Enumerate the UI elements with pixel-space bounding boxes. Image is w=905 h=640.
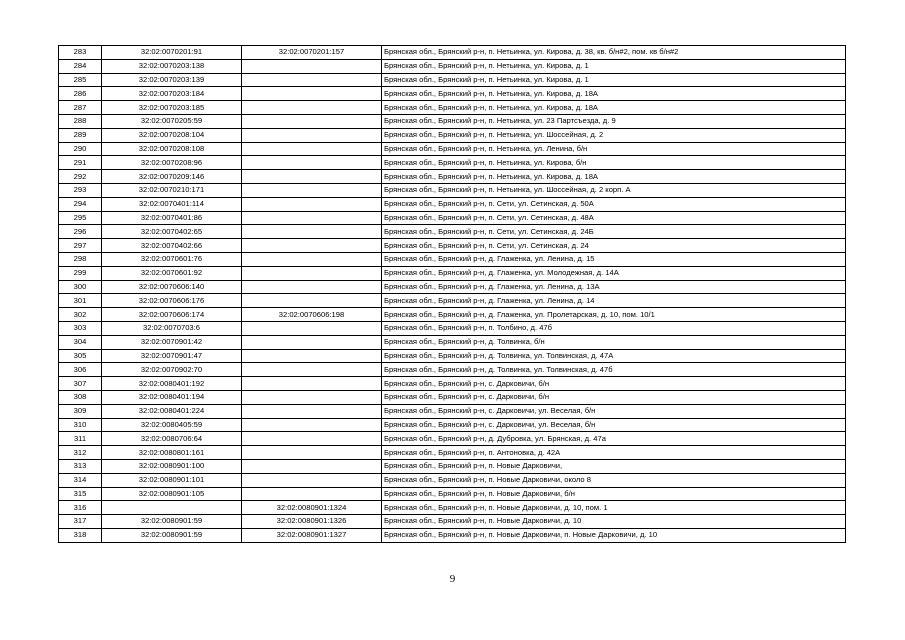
table-row <box>59 101 846 115</box>
address-cell: Брянская обл., Брянский р-н, с. Дарковичи, ул. Веселая, б/н <box>382 404 846 418</box>
row-number-cell: 289 <box>59 128 102 142</box>
cadastral-number-cell: 32:02:0080405:59 <box>102 418 242 432</box>
cadastral-number-cell: 32:02:0080401:192 <box>102 377 242 391</box>
related-cadastral-number-cell <box>242 446 382 460</box>
row-number-cell: 285 <box>59 73 102 87</box>
row-number-cell: 294 <box>59 197 102 211</box>
table-row <box>59 473 846 487</box>
related-cadastral-number-cell <box>242 59 382 73</box>
cadastral-number-cell: 32:02:0070203:185 <box>102 101 242 115</box>
row-number-cell: 306 <box>59 363 102 377</box>
row-number-cell: 307 <box>59 377 102 391</box>
related-cadastral-number-cell <box>242 432 382 446</box>
related-cadastral-number-cell <box>242 252 382 266</box>
address-cell: Брянская обл., Брянский р-н, д. Толвинка, ул. Толвинская, д. 47б <box>382 363 846 377</box>
row-number-cell: 287 <box>59 101 102 115</box>
address-cell: Брянская обл., Брянский р-н, д. Толвинка, ул. Толвинская, д. 47А <box>382 349 846 363</box>
cadastral-number-cell: 32:02:0070703:6 <box>102 321 242 335</box>
address-cell: Брянская обл., Брянский р-н, с. Дарковичи, б/н <box>382 377 846 391</box>
related-cadastral-number-cell <box>242 114 382 128</box>
related-cadastral-number-cell <box>242 170 382 184</box>
related-cadastral-number-cell <box>242 321 382 335</box>
address-cell: Брянская обл., Брянский р-н, п. Нетьинка, ул. 23 Партсъезда, д. 9 <box>382 114 846 128</box>
address-cell: Брянская обл., Брянский р-н, д. Глаженка, ул. Ленина, д. 15 <box>382 252 846 266</box>
row-number-cell: 301 <box>59 294 102 308</box>
related-cadastral-number-cell: 32:02:0080901:1326 <box>242 515 382 529</box>
table-row <box>59 432 846 446</box>
related-cadastral-number-cell <box>242 239 382 253</box>
cadastral-number-cell: 32:02:0070402:65 <box>102 225 242 239</box>
related-cadastral-number-cell <box>242 335 382 349</box>
related-cadastral-number-cell <box>242 87 382 101</box>
related-cadastral-number-cell <box>242 197 382 211</box>
row-number-cell: 316 <box>59 501 102 515</box>
table-row <box>59 501 846 515</box>
cadastral-number-cell: 32:02:0070203:138 <box>102 59 242 73</box>
address-cell: Брянская обл., Брянский р-н, п. Сети, ул. Сетинская, д. 50А <box>382 197 846 211</box>
cadastral-number-cell: 32:02:0070208:108 <box>102 142 242 156</box>
table-row <box>59 59 846 73</box>
address-cell: Брянская обл., Брянский р-н, п. Новые Дарковичи, д. 10, пом. 1 <box>382 501 846 515</box>
cadastral-number-cell: 32:02:0080401:194 <box>102 390 242 404</box>
cadastral-number-cell: 32:02:0080901:100 <box>102 459 242 473</box>
address-cell: Брянская обл., Брянский р-н, д. Дубровка, ул. Брянская, д. 47а <box>382 432 846 446</box>
table-row <box>59 183 846 197</box>
related-cadastral-number-cell <box>242 487 382 501</box>
cadastral-number-cell: 32:02:0070606:176 <box>102 294 242 308</box>
table-row <box>59 87 846 101</box>
property-table-body <box>59 46 846 543</box>
cadastral-number-cell: 32:02:0070606:140 <box>102 280 242 294</box>
table-row <box>59 390 846 404</box>
related-cadastral-number-cell <box>242 225 382 239</box>
related-cadastral-number-cell: 32:02:0080901:1324 <box>242 501 382 515</box>
table-row <box>59 156 846 170</box>
row-number-cell: 290 <box>59 142 102 156</box>
related-cadastral-number-cell <box>242 211 382 225</box>
row-number-cell: 297 <box>59 239 102 253</box>
cadastral-number-cell: 32:02:0070606:174 <box>102 308 242 322</box>
table-row <box>59 446 846 460</box>
table-row <box>59 266 846 280</box>
page-number: 9 <box>449 573 456 585</box>
cadastral-number-cell: 32:02:0070601:76 <box>102 252 242 266</box>
table-row <box>59 294 846 308</box>
address-cell: Брянская обл., Брянский р-н, п. Антоновка, д. 42А <box>382 446 846 460</box>
related-cadastral-number-cell <box>242 73 382 87</box>
related-cadastral-number-cell <box>242 363 382 377</box>
row-number-cell: 304 <box>59 335 102 349</box>
related-cadastral-number-cell <box>242 294 382 308</box>
address-cell: Брянская обл., Брянский р-н, п. Нетьинка, ул. Кирова, д. 18А <box>382 87 846 101</box>
related-cadastral-number-cell <box>242 128 382 142</box>
related-cadastral-number-cell <box>242 404 382 418</box>
address-cell: Брянская обл., Брянский р-н, п. Сети, ул. Сетинская, д. 24Б <box>382 225 846 239</box>
address-cell: Брянская обл., Брянский р-н, п. Сети, ул. Сетинская, д. 48А <box>382 211 846 225</box>
cadastral-number-cell: 32:02:0070203:139 <box>102 73 242 87</box>
address-cell: Брянская обл., Брянский р-н, с. Дарковичи, ул. Веселая, б/н <box>382 418 846 432</box>
row-number-cell: 286 <box>59 87 102 101</box>
table-row <box>59 321 846 335</box>
cadastral-number-cell: 32:02:0080706:64 <box>102 432 242 446</box>
related-cadastral-number-cell: 32:02:0070606:198 <box>242 308 382 322</box>
table-row <box>59 528 846 542</box>
row-number-cell: 292 <box>59 170 102 184</box>
table-row <box>59 170 846 184</box>
table-row <box>59 114 846 128</box>
cadastral-number-cell: 32:02:0080401:224 <box>102 404 242 418</box>
address-cell: Брянская обл., Брянский р-н, д. Глаженка, ул. Молодежная, д. 14А <box>382 266 846 280</box>
row-number-cell: 303 <box>59 321 102 335</box>
address-cell: Брянская обл., Брянский р-н, п. Новые Дарковичи, б/н <box>382 487 846 501</box>
cadastral-number-cell: 32:02:0080801:161 <box>102 446 242 460</box>
address-cell: Брянская обл., Брянский р-н, п. Нетьинка, ул. Кирова, д. 1 <box>382 73 846 87</box>
cadastral-number-cell: 32:02:0070901:47 <box>102 349 242 363</box>
cadastral-number-cell: 32:02:0070205:59 <box>102 114 242 128</box>
table-row <box>59 335 846 349</box>
row-number-cell: 291 <box>59 156 102 170</box>
row-number-cell: 315 <box>59 487 102 501</box>
table-row <box>59 459 846 473</box>
cadastral-number-cell: 32:02:0070401:114 <box>102 197 242 211</box>
cadastral-number-cell: 32:02:0070208:96 <box>102 156 242 170</box>
cadastral-number-cell: 32:02:0070209:146 <box>102 170 242 184</box>
address-cell: Брянская обл., Брянский р-н, п. Нетьинка, ул. Кирова, д. 18А <box>382 170 846 184</box>
related-cadastral-number-cell <box>242 349 382 363</box>
address-cell: Брянская обл., Брянский р-н, п. Новые Дарковичи, д. 10 <box>382 515 846 529</box>
cadastral-number-cell: 32:02:0080901:59 <box>102 528 242 542</box>
cadastral-number-cell: 32:02:0070902:70 <box>102 363 242 377</box>
address-cell: Брянская обл., Брянский р-н, д. Толвинка, б/н <box>382 335 846 349</box>
row-number-cell: 283 <box>59 46 102 60</box>
address-cell: Брянская обл., Брянский р-н, д. Глаженка, ул. Ленина, д. 13А <box>382 280 846 294</box>
cadastral-number-cell: 32:02:0070401:86 <box>102 211 242 225</box>
related-cadastral-number-cell <box>242 156 382 170</box>
table-row <box>59 377 846 391</box>
table-row <box>59 308 846 322</box>
address-cell: Брянская обл., Брянский р-н, п. Нетьинка, ул. Ленина, б/н <box>382 142 846 156</box>
table-row <box>59 46 846 60</box>
cadastral-number-cell: 32:02:0070208:104 <box>102 128 242 142</box>
row-number-cell: 293 <box>59 183 102 197</box>
address-cell: Брянская обл., Брянский р-н, п. Нетьинка, ул. Кирова, д. 38, кв. б/н#2, пом. кв б/н#2 <box>382 46 846 60</box>
row-number-cell: 308 <box>59 390 102 404</box>
row-number-cell: 305 <box>59 349 102 363</box>
cadastral-number-cell: 32:02:0070201:91 <box>102 46 242 60</box>
address-cell: Брянская обл., Брянский р-н, п. Толбино, д. 47б <box>382 321 846 335</box>
address-cell: Брянская обл., Брянский р-н, п. Сети, ул. Сетинская, д. 24 <box>382 239 846 253</box>
table-row <box>59 197 846 211</box>
table-row <box>59 280 846 294</box>
row-number-cell: 284 <box>59 59 102 73</box>
address-cell: Брянская обл., Брянский р-н, п. Нетьинка, ул. Шоссейная, д. 2 корп. А <box>382 183 846 197</box>
related-cadastral-number-cell: 32:02:0070201:157 <box>242 46 382 60</box>
related-cadastral-number-cell <box>242 473 382 487</box>
table-row <box>59 142 846 156</box>
row-number-cell: 299 <box>59 266 102 280</box>
cadastral-number-cell: 32:02:0080901:101 <box>102 473 242 487</box>
row-number-cell: 296 <box>59 225 102 239</box>
row-number-cell: 310 <box>59 418 102 432</box>
table-row <box>59 128 846 142</box>
row-number-cell: 311 <box>59 432 102 446</box>
table-row <box>59 363 846 377</box>
row-number-cell: 312 <box>59 446 102 460</box>
row-number-cell: 313 <box>59 459 102 473</box>
cadastral-number-cell: 32:02:0070210:171 <box>102 183 242 197</box>
row-number-cell: 309 <box>59 404 102 418</box>
address-cell: Брянская обл., Брянский р-н, п. Новые Дарковичи, около 8 <box>382 473 846 487</box>
address-cell: Брянская обл., Брянский р-н, п. Нетьинка, ул. Кирова, д. 18А <box>382 101 846 115</box>
related-cadastral-number-cell: 32:02:0080901:1327 <box>242 528 382 542</box>
row-number-cell: 288 <box>59 114 102 128</box>
cadastral-number-cell: 32:02:0070601:92 <box>102 266 242 280</box>
table-row <box>59 225 846 239</box>
cadastral-number-cell: 32:02:0070402:66 <box>102 239 242 253</box>
table-row <box>59 239 846 253</box>
row-number-cell: 317 <box>59 515 102 529</box>
row-number-cell: 314 <box>59 473 102 487</box>
cadastral-number-cell <box>102 501 242 515</box>
property-table <box>58 45 846 543</box>
table-row <box>59 418 846 432</box>
table-row <box>59 73 846 87</box>
row-number-cell: 318 <box>59 528 102 542</box>
cadastral-number-cell: 32:02:0070901:42 <box>102 335 242 349</box>
address-cell: Брянская обл., Брянский р-н, с. Дарковичи, б/н <box>382 390 846 404</box>
row-number-cell: 298 <box>59 252 102 266</box>
address-cell: Брянская обл., Брянский р-н, д. Глаженка, ул. Ленина, д. 14 <box>382 294 846 308</box>
related-cadastral-number-cell <box>242 377 382 391</box>
related-cadastral-number-cell <box>242 459 382 473</box>
address-cell: Брянская обл., Брянский р-н, п. Нетьинка, ул. Кирова, д. 1 <box>382 59 846 73</box>
row-number-cell: 295 <box>59 211 102 225</box>
table-row <box>59 252 846 266</box>
table-row <box>59 487 846 501</box>
related-cadastral-number-cell <box>242 390 382 404</box>
row-number-cell: 302 <box>59 308 102 322</box>
address-cell: Брянская обл., Брянский р-н, п. Нетьинка, ул. Кирова, б/н <box>382 156 846 170</box>
address-cell: Брянская обл., Брянский р-н, д. Глаженка, ул. Пролетарская, д. 10, пом. 10/1 <box>382 308 846 322</box>
related-cadastral-number-cell <box>242 101 382 115</box>
address-cell: Брянская обл., Брянский р-н, п. Нетьинка, ул. Шоссейная, д. 2 <box>382 128 846 142</box>
table-row <box>59 404 846 418</box>
row-number-cell: 300 <box>59 280 102 294</box>
cadastral-number-cell: 32:02:0080901:59 <box>102 515 242 529</box>
related-cadastral-number-cell <box>242 142 382 156</box>
address-cell: Брянская обл., Брянский р-н, п. Новые Дарковичи, п. Новые Дарковичи, д. 10 <box>382 528 846 542</box>
table-row <box>59 515 846 529</box>
cadastral-number-cell: 32:02:0070203:184 <box>102 87 242 101</box>
related-cadastral-number-cell <box>242 418 382 432</box>
related-cadastral-number-cell <box>242 266 382 280</box>
related-cadastral-number-cell <box>242 183 382 197</box>
table-row <box>59 211 846 225</box>
related-cadastral-number-cell <box>242 280 382 294</box>
address-cell: Брянская обл., Брянский р-н, п. Новые Дарковичи, <box>382 459 846 473</box>
table-row <box>59 349 846 363</box>
cadastral-number-cell: 32:02:0080901:105 <box>102 487 242 501</box>
